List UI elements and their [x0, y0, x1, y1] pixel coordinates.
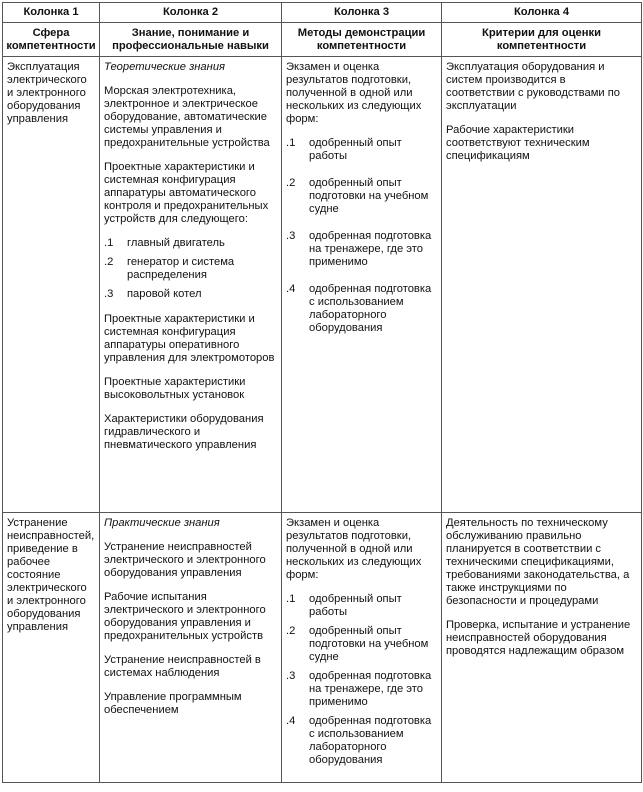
knowledge-paragraph: Устранение неисправностей электрического и электронного оборудования управления: [104, 541, 266, 579]
criteria-paragraph: Проверка, испытание и устранение неисправностей оборудования проводятся надлежащим образом: [446, 619, 631, 657]
competence-area-cell: Устранение неисправностей, приведение в рабочее состояние электрического и электронного оборудования управления: [3, 513, 100, 783]
item-number: .4: [286, 283, 296, 295]
methods-cell: [282, 513, 442, 783]
knowledge-paragraph: Морская электротехника, электронное и электрическое оборудование, автоматические системы управления и предохранительные устройства: [104, 85, 270, 149]
item-text: одобренный опыт подготовки на учебном судне: [309, 625, 429, 663]
list-item: [286, 670, 437, 709]
knowledge-cell: [100, 513, 282, 783]
knowledge-paragraph: Управление программным обеспечением: [104, 691, 242, 716]
competence-table: [2, 2, 642, 783]
item-number: .1: [286, 593, 296, 605]
list-item: [286, 230, 437, 269]
table-row: [3, 57, 642, 513]
knowledge-heading: Практические знания: [104, 517, 220, 529]
knowledge-paragraph: Устранение неисправностей в системах наблюдения: [104, 654, 261, 679]
header-column-3: Колонка 3: [282, 3, 442, 23]
header-column-4: Колонка 4: [442, 3, 642, 23]
item-text: генератор и система распределения: [127, 256, 235, 281]
knowledge-heading: Теоретические знания: [104, 61, 226, 73]
knowledge-paragraph: Рабочие испытания электрического и электронного оборудования управления и предохранительных устройств: [104, 591, 266, 642]
criteria-paragraph: Эксплуатация оборудования и систем производится в соответствии с руководствами по эксплуатации: [446, 61, 621, 112]
item-number: .2: [104, 256, 114, 268]
criteria-paragraph: Деятельность по техническому обслуживанию правильно планируется в соответствии с техническими спецификациями, требованиями законодательства, а также инструкциями по безопасности и процедурами: [446, 517, 630, 607]
criteria-cell: [442, 57, 642, 513]
item-number: .1: [286, 137, 296, 149]
methods-cell: [282, 57, 442, 513]
list-item: [286, 593, 437, 619]
table-row: [3, 513, 642, 783]
list-item: [286, 177, 437, 216]
item-text: одобренная подготовка на тренажере, где это применимо: [309, 230, 432, 268]
header-demonstration-methods: Методы демонстрации компетентности: [282, 23, 442, 57]
item-text: одобренный опыт подготовки на учебном судне: [309, 177, 429, 215]
list-item: [104, 288, 277, 301]
item-text: одобренный опыт работы: [309, 593, 402, 618]
knowledge-paragraph: Проектные характеристики и системная конфигурация аппаратуры автоматического контроля и предохранительных устройств для следующего:: [104, 161, 269, 225]
item-number: .2: [286, 177, 296, 189]
item-number: .1: [104, 237, 114, 249]
item-text: одобренная подготовка с использованием лабораторного оборудования: [309, 715, 432, 766]
list-item: [104, 237, 277, 250]
knowledge-list: [104, 237, 277, 301]
methods-intro: Экзамен и оценка результатов подготовки, полученной в одной или нескольких из следующих форм:: [286, 61, 422, 125]
knowledge-paragraph: Проектные характеристики высоковольтных установок: [104, 376, 246, 401]
item-number: .2: [286, 625, 296, 637]
competence-area-cell: Эксплуатация электрического и электронного оборудования управления: [3, 57, 100, 513]
methods-list: [286, 593, 437, 767]
knowledge-paragraph: Характеристики оборудования гидравлического и пневматического управления: [104, 413, 264, 451]
criteria-paragraph: Рабочие характеристики соответствуют техническим спецификациям: [446, 124, 590, 162]
item-text: паровой котел: [127, 288, 202, 300]
header-column-2: Колонка 2: [100, 3, 282, 23]
list-item: [104, 256, 277, 282]
knowledge-cell: [100, 57, 282, 513]
header-column-1: Колонка 1: [3, 3, 100, 23]
methods-intro: Экзамен и оценка результатов подготовки, полученной в одной или нескольких из следующих форм:: [286, 517, 422, 581]
list-item: [286, 625, 437, 664]
methods-list: [286, 137, 437, 335]
item-number: .3: [286, 670, 296, 682]
header-knowledge: Знание, понимание и профессиональные навыки: [100, 23, 282, 57]
header-row-titles: [3, 23, 642, 57]
item-number: .4: [286, 715, 296, 727]
list-item: [286, 137, 437, 163]
item-number: .3: [104, 288, 114, 300]
item-number: .3: [286, 230, 296, 242]
list-item: [286, 715, 437, 767]
header-evaluation-criteria: Критерии для оценки компетентности: [442, 23, 642, 57]
item-text: одобренный опыт работы: [309, 137, 402, 162]
header-competence-area: Сфера компетентности: [3, 23, 100, 57]
item-text: главный двигатель: [127, 237, 225, 249]
criteria-cell: [442, 513, 642, 783]
knowledge-paragraph: Проектные характеристики и системная конфигурация аппаратуры оперативного управления для электромоторов: [104, 313, 275, 364]
item-text: одобренная подготовка с использованием лабораторного оборудования: [309, 283, 432, 334]
header-row-columns: [3, 3, 642, 23]
item-text: одобренная подготовка на тренажере, где это применимо: [309, 670, 432, 708]
list-item: [286, 283, 437, 335]
